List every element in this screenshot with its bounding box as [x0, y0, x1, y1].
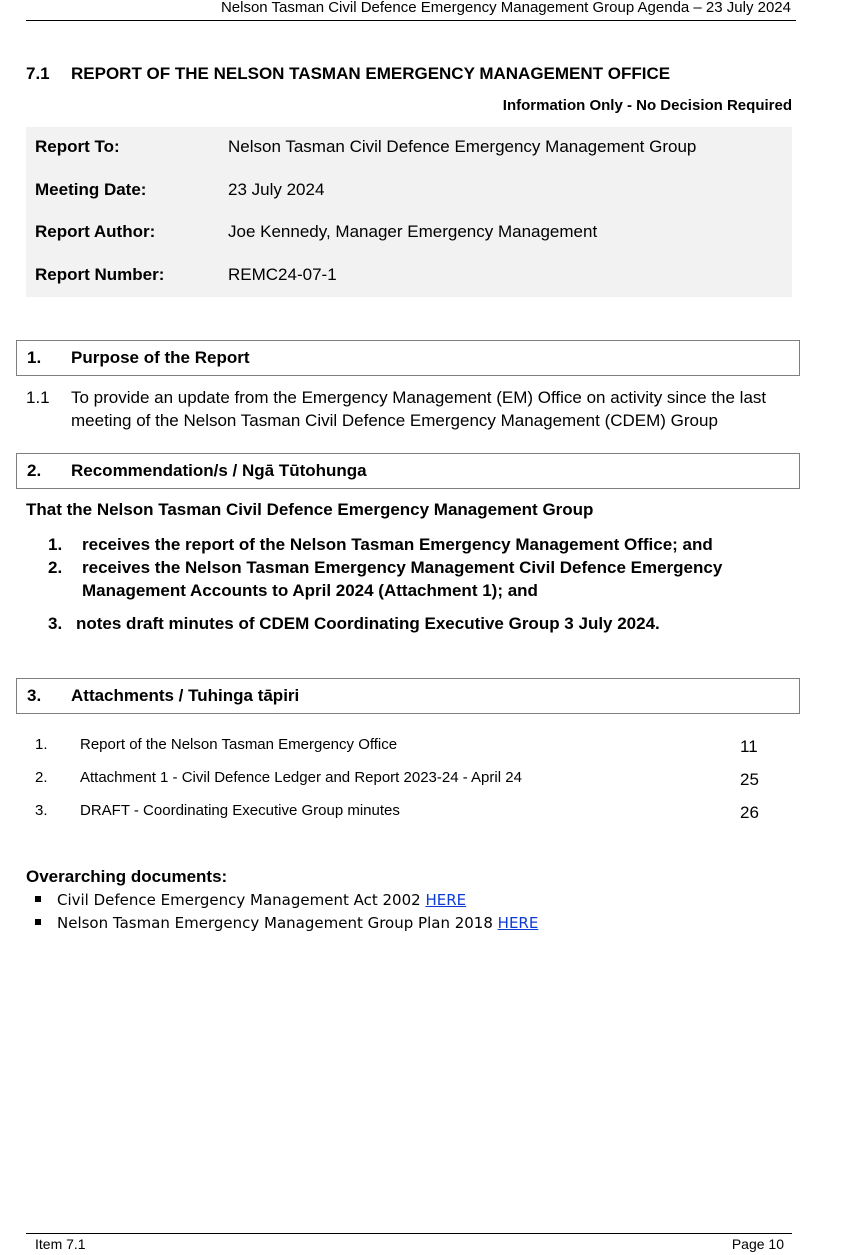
recommendation-number: 3.	[48, 614, 63, 633]
paragraph-text: To provide an update from the Emergency Management (EM) Office on activity since the last meeting of the Nelson Tasman Civil Defence Emergency Management (CDEM) Group	[71, 388, 767, 430]
document-link-here[interactable]: HERE	[425, 891, 467, 909]
attachment-number: 2.	[35, 769, 48, 786]
attachment-title: DRAFT - Coordinating Executive Group minutes	[80, 802, 400, 819]
recommendation-text-continued: Management Accounts to April 2024 (Attachment 1); and	[82, 581, 538, 600]
footer-rule	[26, 1233, 792, 1234]
overarching-list-item	[35, 914, 538, 932]
section-title: Attachments / Tuhinga tāpiri	[71, 686, 300, 705]
section-title: Purpose of the Report	[71, 348, 250, 367]
document-name: Civil Defence Emergency Management Act 2002	[57, 891, 421, 909]
meta-value: Nelson Tasman Civil Defence Emergency Management Group	[228, 137, 697, 156]
document-link-here[interactable]: HERE	[497, 914, 539, 932]
section-purpose-header	[16, 340, 800, 376]
meta-row-report-author	[35, 222, 597, 242]
meta-row-report-to	[35, 137, 696, 157]
attachment-number: 3.	[35, 802, 48, 819]
attachment-row	[35, 769, 765, 791]
meta-value: REMC24-07-1	[228, 265, 337, 284]
attachment-row	[35, 802, 765, 824]
meta-label: Report To:	[35, 137, 120, 156]
report-meta-box	[26, 127, 792, 297]
recommendation-item	[48, 612, 768, 635]
document-name: Nelson Tasman Emergency Management Group Plan 2018	[57, 914, 493, 932]
page-header: Nelson Tasman Civil Defence Emergency Management Group Agenda – 23 July 2024	[220, 0, 791, 16]
section-number: 2.	[27, 461, 42, 480]
recommendation-intro: That the Nelson Tasman Civil Defence Emergency Management Group	[26, 500, 594, 519]
meta-label: Meeting Date:	[35, 180, 147, 199]
bullet-square-icon	[35, 896, 41, 902]
attachment-page: 25	[740, 770, 759, 789]
meta-value: 23 July 2024	[228, 180, 325, 199]
recommendation-number: 2.	[48, 558, 63, 577]
footer-item-label: Item 7.1	[35, 1236, 86, 1252]
meta-row-report-number	[35, 265, 337, 285]
footer-page-number: Page 10	[731, 1236, 784, 1252]
section-number: 1.	[27, 348, 42, 367]
meta-label: Report Number:	[35, 265, 165, 284]
section-number: 3.	[27, 686, 42, 705]
meta-row-meeting-date	[35, 180, 324, 200]
decision-note: Information Only - No Decision Required	[502, 97, 792, 114]
report-title-text: REPORT OF THE NELSON TASMAN EMERGENCY MANAGEMENT OFFICE	[71, 64, 671, 83]
attachment-number: 1.	[35, 736, 48, 753]
attachment-page: 26	[740, 803, 759, 822]
paragraph-number: 1.1	[26, 388, 50, 407]
meta-label: Report Author:	[35, 222, 156, 241]
attachment-title: Attachment 1 - Civil Defence Ledger and Report 2023-24 - April 24	[80, 769, 522, 786]
attachment-title: Report of the Nelson Tasman Emergency Office	[80, 736, 398, 753]
header-rule	[26, 20, 796, 21]
attachment-row	[35, 736, 765, 758]
report-title	[26, 64, 670, 84]
meta-value: Joe Kennedy, Manager Emergency Management	[228, 222, 598, 241]
section-attachments-header	[16, 678, 800, 714]
bullet-square-icon	[35, 919, 41, 925]
section-title: Recommendation/s / Ngā Tūtohunga	[71, 461, 367, 480]
attachment-page: 11	[740, 737, 758, 756]
report-number-label: 7.1	[26, 64, 50, 83]
recommendation-text: receives the Nelson Tasman Emergency Management Civil Defence Emergency	[82, 558, 723, 577]
overarching-list-item	[35, 891, 466, 909]
purpose-paragraph	[26, 386, 816, 432]
section-recommendation-header	[16, 453, 800, 489]
recommendation-item	[48, 533, 768, 556]
recommendation-number: 1.	[48, 535, 63, 554]
recommendation-text: receives the report of the Nelson Tasman Emergency Management Office; and	[82, 535, 713, 554]
recommendation-text: notes draft minutes of CDEM Coordinating Executive Group 3 July 2024.	[76, 614, 660, 633]
recommendation-item	[48, 556, 768, 602]
overarching-heading: Overarching documents:	[26, 867, 228, 886]
